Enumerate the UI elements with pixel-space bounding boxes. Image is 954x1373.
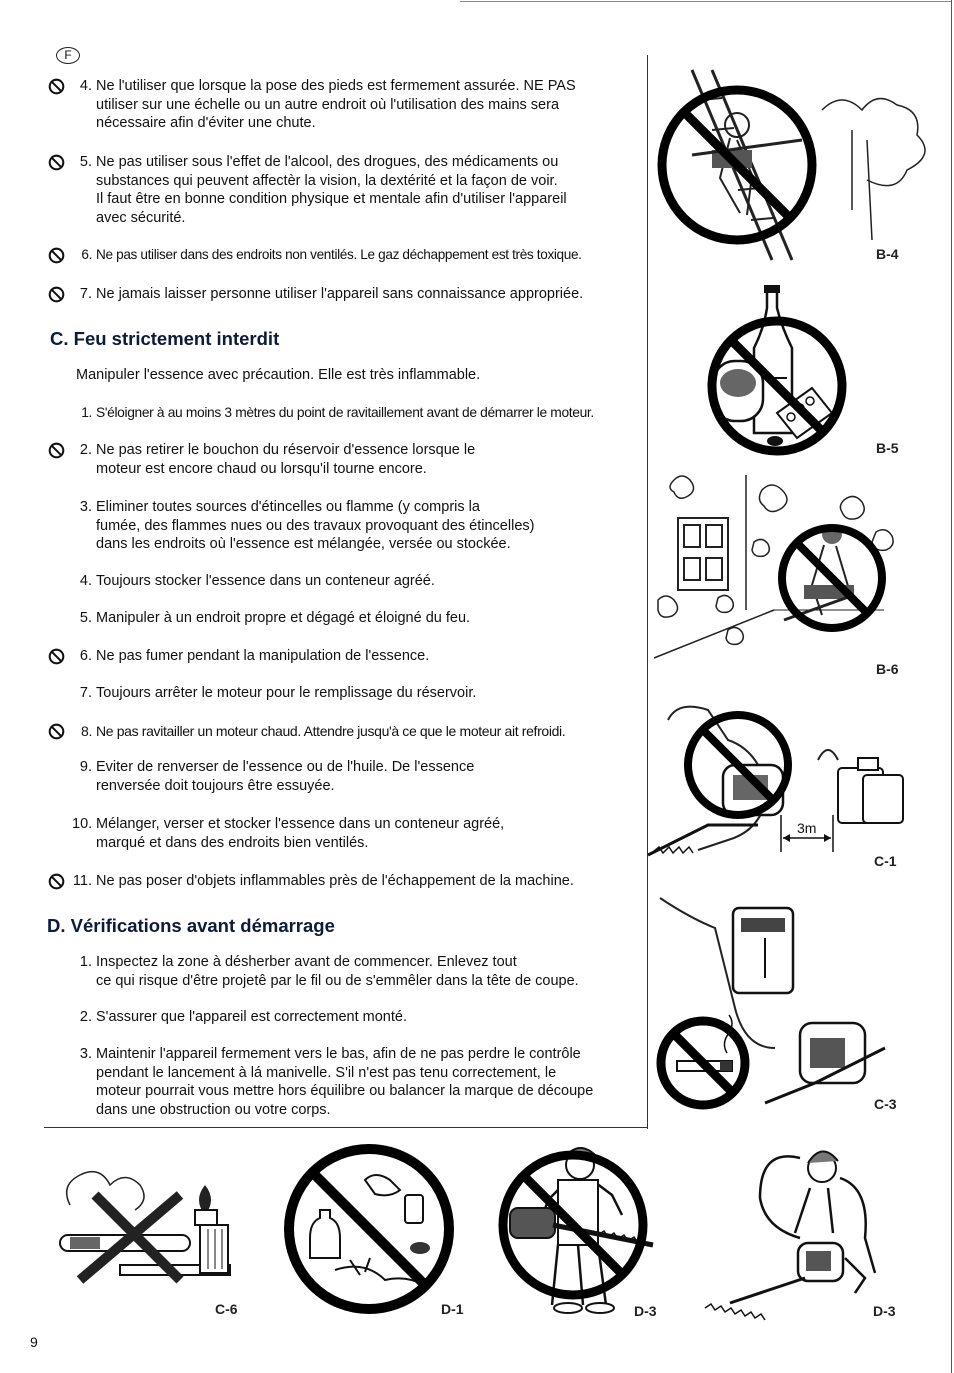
figure-label-c6: C-6 bbox=[215, 1301, 238, 1317]
figure-label-d1: D-1 bbox=[441, 1301, 464, 1317]
prohibition-icon bbox=[48, 723, 65, 740]
distance-label: 3m bbox=[797, 820, 817, 836]
c-item-9: 9. Eviter de renverser de l'essence ou de l'huile. De l'essence renversée doit toujours être essuyée. bbox=[79, 759, 475, 794]
illustration-no-smoking-fueling bbox=[655, 893, 900, 1118]
illustration-no-flame bbox=[50, 1165, 245, 1290]
section-c-intro: Manipuler l'essence avec précaution. Elle est très inflammable. bbox=[76, 367, 481, 383]
page-right-edge bbox=[951, 0, 952, 1373]
prohibition-icon bbox=[48, 873, 65, 890]
illustration-correct-start bbox=[700, 1138, 880, 1318]
figure-label-b4: B-4 bbox=[876, 246, 899, 262]
illustration-debris-prohibited bbox=[280, 1140, 460, 1320]
b-item-7: 7. Ne jamais laisser personne utiliser l'appareil sans connaissance appropriée. bbox=[48, 285, 638, 304]
prohibition-icon bbox=[48, 247, 65, 264]
c-item-8: 8. Ne pas ravitailler un moteur chaud. Attendre jusqu'à ce que le moteur ait refroidi. bbox=[48, 722, 638, 741]
b-item-4: 4. Ne l'utiliser que lorsque la pose des pieds est fermement assurée. NE PAS utiliser sur une échelle ou un autre endroit où l'utilisation des mains sera nécessaire afin d'éviter une chute. bbox=[48, 77, 638, 133]
prohibition-icon bbox=[48, 286, 65, 303]
figure-label-d3b: D-3 bbox=[873, 1303, 896, 1319]
figure-label-c3: C-3 bbox=[874, 1096, 897, 1112]
c-item-7: 7. Toujours arrêter le moteur pour le remplissage du réservoir. bbox=[79, 685, 477, 701]
figure-label-d3a: D-3 bbox=[634, 1303, 657, 1319]
b-item-5: 5. Ne pas utiliser sous l'effet de l'alcool, des drogues, des médicaments ou substances qui peuvent affectèr la vision, la dextérité et la façon de voir. Il faut être en bonne condition physique et mentale afin d'utiliser l'appareil avec sécurité. bbox=[48, 153, 638, 227]
figure-label-b6: B-6 bbox=[876, 661, 899, 677]
bottom-section-divider bbox=[44, 1127, 648, 1128]
illustration-incorrect-start-prohibited bbox=[498, 1140, 668, 1315]
d-item-3: 3. Maintenir l'appareil fermement vers le bas, afin de ne pas perdre le contrôle pendant le lancement à lá manivelle. S'il n'est pas tenu correctement, le moteur pourrait vous mettre hors équilibre ou balancer la marque de découpe dans une obstruction ou votre corps. bbox=[79, 1046, 594, 1118]
figure-label-c1: C-1 bbox=[874, 853, 897, 869]
language-badge: F bbox=[56, 47, 80, 64]
c-item-10: 10. Mélanger, verser et stocker l'essence dans un conteneur agréé, marqué et dans des endroits bien ventilés. bbox=[72, 816, 505, 851]
right-column-divider bbox=[647, 55, 648, 1129]
illustration-refuel-distance bbox=[648, 680, 918, 870]
prohibition-icon bbox=[48, 78, 65, 95]
c-item-3: 3. Eliminer toutes sources d'étincelles ou flamme (y compris la fumée, des flammes nues ou des travaux provoquant des étincelles) dans les endroits où l'essence est mélangée, versée ou stockée. bbox=[79, 499, 535, 552]
illustration-ladder-prohibited bbox=[652, 70, 927, 260]
d-item-1: 1. Inspectez la zone à désherber avant de commencer. Enlevez tout ce qui risque d'être projetê par le fil ou de s'emmêler dans la tête de coupe. bbox=[79, 954, 579, 989]
prohibition-icon bbox=[48, 154, 65, 171]
d-item-2: 2. S'assurer que l'appareil est correctement monté. bbox=[79, 1009, 407, 1025]
illustration-alcohol-drugs-prohibited bbox=[705, 283, 850, 458]
b-item-6: 6. Ne pas utiliser dans des endroits non ventilés. Le gaz déchappement est très toxique. bbox=[48, 246, 638, 265]
page-number: 9 bbox=[30, 1334, 38, 1350]
c-item-2: 2. Ne pas retirer le bouchon du réservoir d'essence lorsque le moteur est encore chaud ou lorsqu'il tourne encore. bbox=[48, 441, 638, 478]
illustration-unventilated-prohibited bbox=[654, 470, 899, 660]
prohibition-icon bbox=[48, 648, 65, 665]
prohibition-icon bbox=[48, 442, 65, 459]
c-item-11: 11. Ne pas poser d'objets inflammables près de l'échappement de la machine. bbox=[48, 872, 638, 891]
section-d-heading: D. Vérifications avant démarrage bbox=[47, 915, 335, 936]
c-item-1: 1. S'éloigner à au moins 3 mètres du point de ravitaillement avant de démarrer le moteur. bbox=[81, 405, 594, 420]
c-item-4: 4. Toujours stocker l'essence dans un conteneur agréé. bbox=[79, 573, 435, 589]
c-item-6: 6. Ne pas fumer pendant la manipulation de l'essence. bbox=[48, 647, 638, 666]
figure-label-b5: B-5 bbox=[876, 440, 899, 456]
c-item-5: 5. Manipuler à un endroit propre et dégagé et éloigné du feu. bbox=[79, 610, 471, 626]
section-c-heading: C. Feu strictement interdit bbox=[50, 328, 280, 349]
page-top-edge bbox=[460, 1, 951, 2]
